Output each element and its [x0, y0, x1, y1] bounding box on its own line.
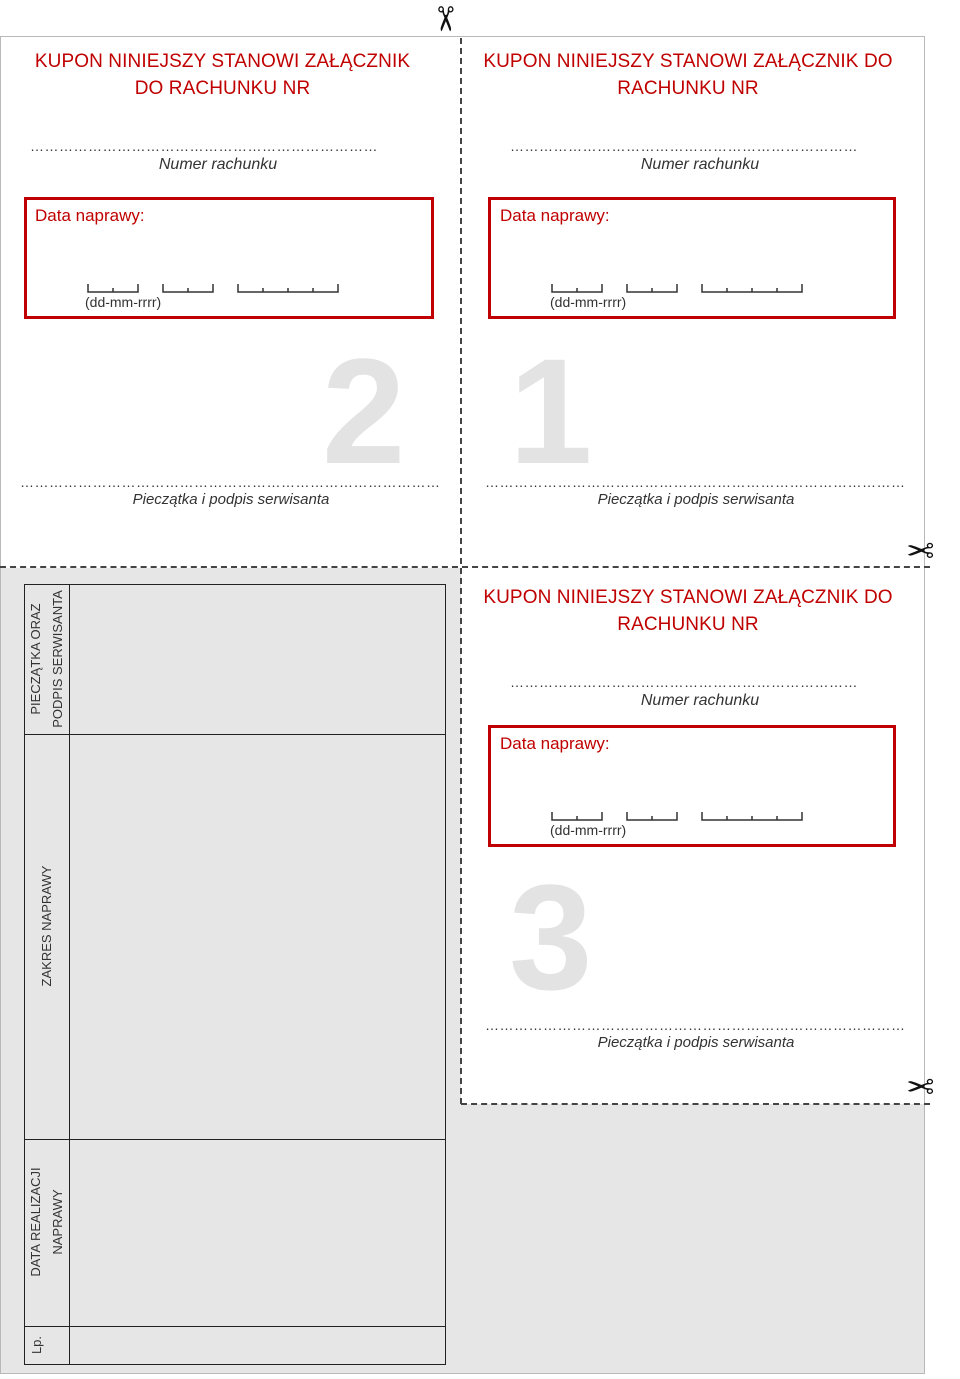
date-format: (dd-mm-rrrr): [550, 822, 627, 838]
account-number-label: Numer rachunku: [640, 156, 760, 173]
cut-line-horizontal-bottom: [461, 1103, 930, 1105]
stamp-line: ……………………………………………………………………………: [485, 474, 906, 490]
stamp-label: Pieczątka i podpis serwisanta: [597, 491, 795, 508]
coupon-number: 2: [322, 327, 406, 495]
date-format: (dd-mm-rrrr): [85, 294, 162, 310]
coupon-3: [463, 576, 923, 1096]
date-box: [488, 725, 896, 847]
header-cell-lp: [25, 1327, 69, 1364]
scissors-icon: ✂: [906, 1066, 935, 1104]
coupon-number: 1: [509, 327, 593, 495]
stamp-line: ……………………………………………………………………………: [20, 474, 441, 490]
register-area-lower: [461, 1104, 924, 1373]
scissors-icon: ✂: [425, 4, 464, 34]
header-cell-stamp: [25, 585, 69, 734]
row-divider: [25, 734, 445, 735]
header-stamp-label: PIECZĄTKA ORAZ PODPIS SERWISANTA: [28, 590, 65, 728]
stamp-label: Pieczątka i podpis serwisanta: [597, 1034, 795, 1051]
date-label: Data naprawy:: [35, 206, 145, 225]
header-column-divider: [69, 585, 70, 1364]
coupon-1: [463, 40, 923, 560]
cut-line-horizontal-top: [0, 566, 930, 568]
row-divider: [25, 1139, 445, 1140]
account-number-label: Numer rachunku: [158, 156, 278, 173]
coupon-title: KUPON NINIEJSZY STANOWI ZAŁĄCZNIK DO RACHUNKU NR: [34, 51, 411, 99]
coupon-number: 3: [509, 853, 593, 1021]
stamp-line: ……………………………………………………………………………: [485, 1017, 906, 1033]
cut-line-vertical: [460, 38, 462, 1104]
scissors-icon: ✂: [906, 530, 935, 568]
header-scope-label: ZAKRES NAPRAWY: [39, 865, 54, 987]
coupon-2: [0, 40, 460, 560]
date-format: (dd-mm-rrrr): [550, 294, 627, 310]
coupon-title: KUPON NINIEJSZY STANOWI ZAŁĄCZNIK DO RACHUNKU NR: [483, 587, 893, 635]
repair-register-table: [24, 584, 446, 1365]
account-number-label: Numer rachunku: [640, 692, 760, 709]
header-date-label: DATA REALIZACJI NAPRAWY: [28, 1167, 65, 1277]
date-label: Data naprawy:: [500, 206, 610, 225]
account-number-line: ………………………………………………………………: [30, 138, 378, 154]
date-box: [24, 197, 434, 319]
date-label: Data naprawy:: [500, 734, 610, 753]
account-number-line: ………………………………………………………………: [510, 138, 858, 154]
header-cell-scope: [25, 735, 69, 1139]
account-number-line: ………………………………………………………………: [510, 674, 858, 690]
stamp-label: Pieczątka i podpis serwisanta: [132, 491, 330, 508]
date-box: [488, 197, 896, 319]
coupon-title: KUPON NINIEJSZY STANOWI ZAŁĄCZNIK DO RACHUNKU NR: [483, 51, 893, 99]
header-lp-label: Lp.: [29, 1335, 44, 1355]
header-cell-date: [25, 1140, 69, 1326]
row-divider: [25, 1326, 445, 1327]
